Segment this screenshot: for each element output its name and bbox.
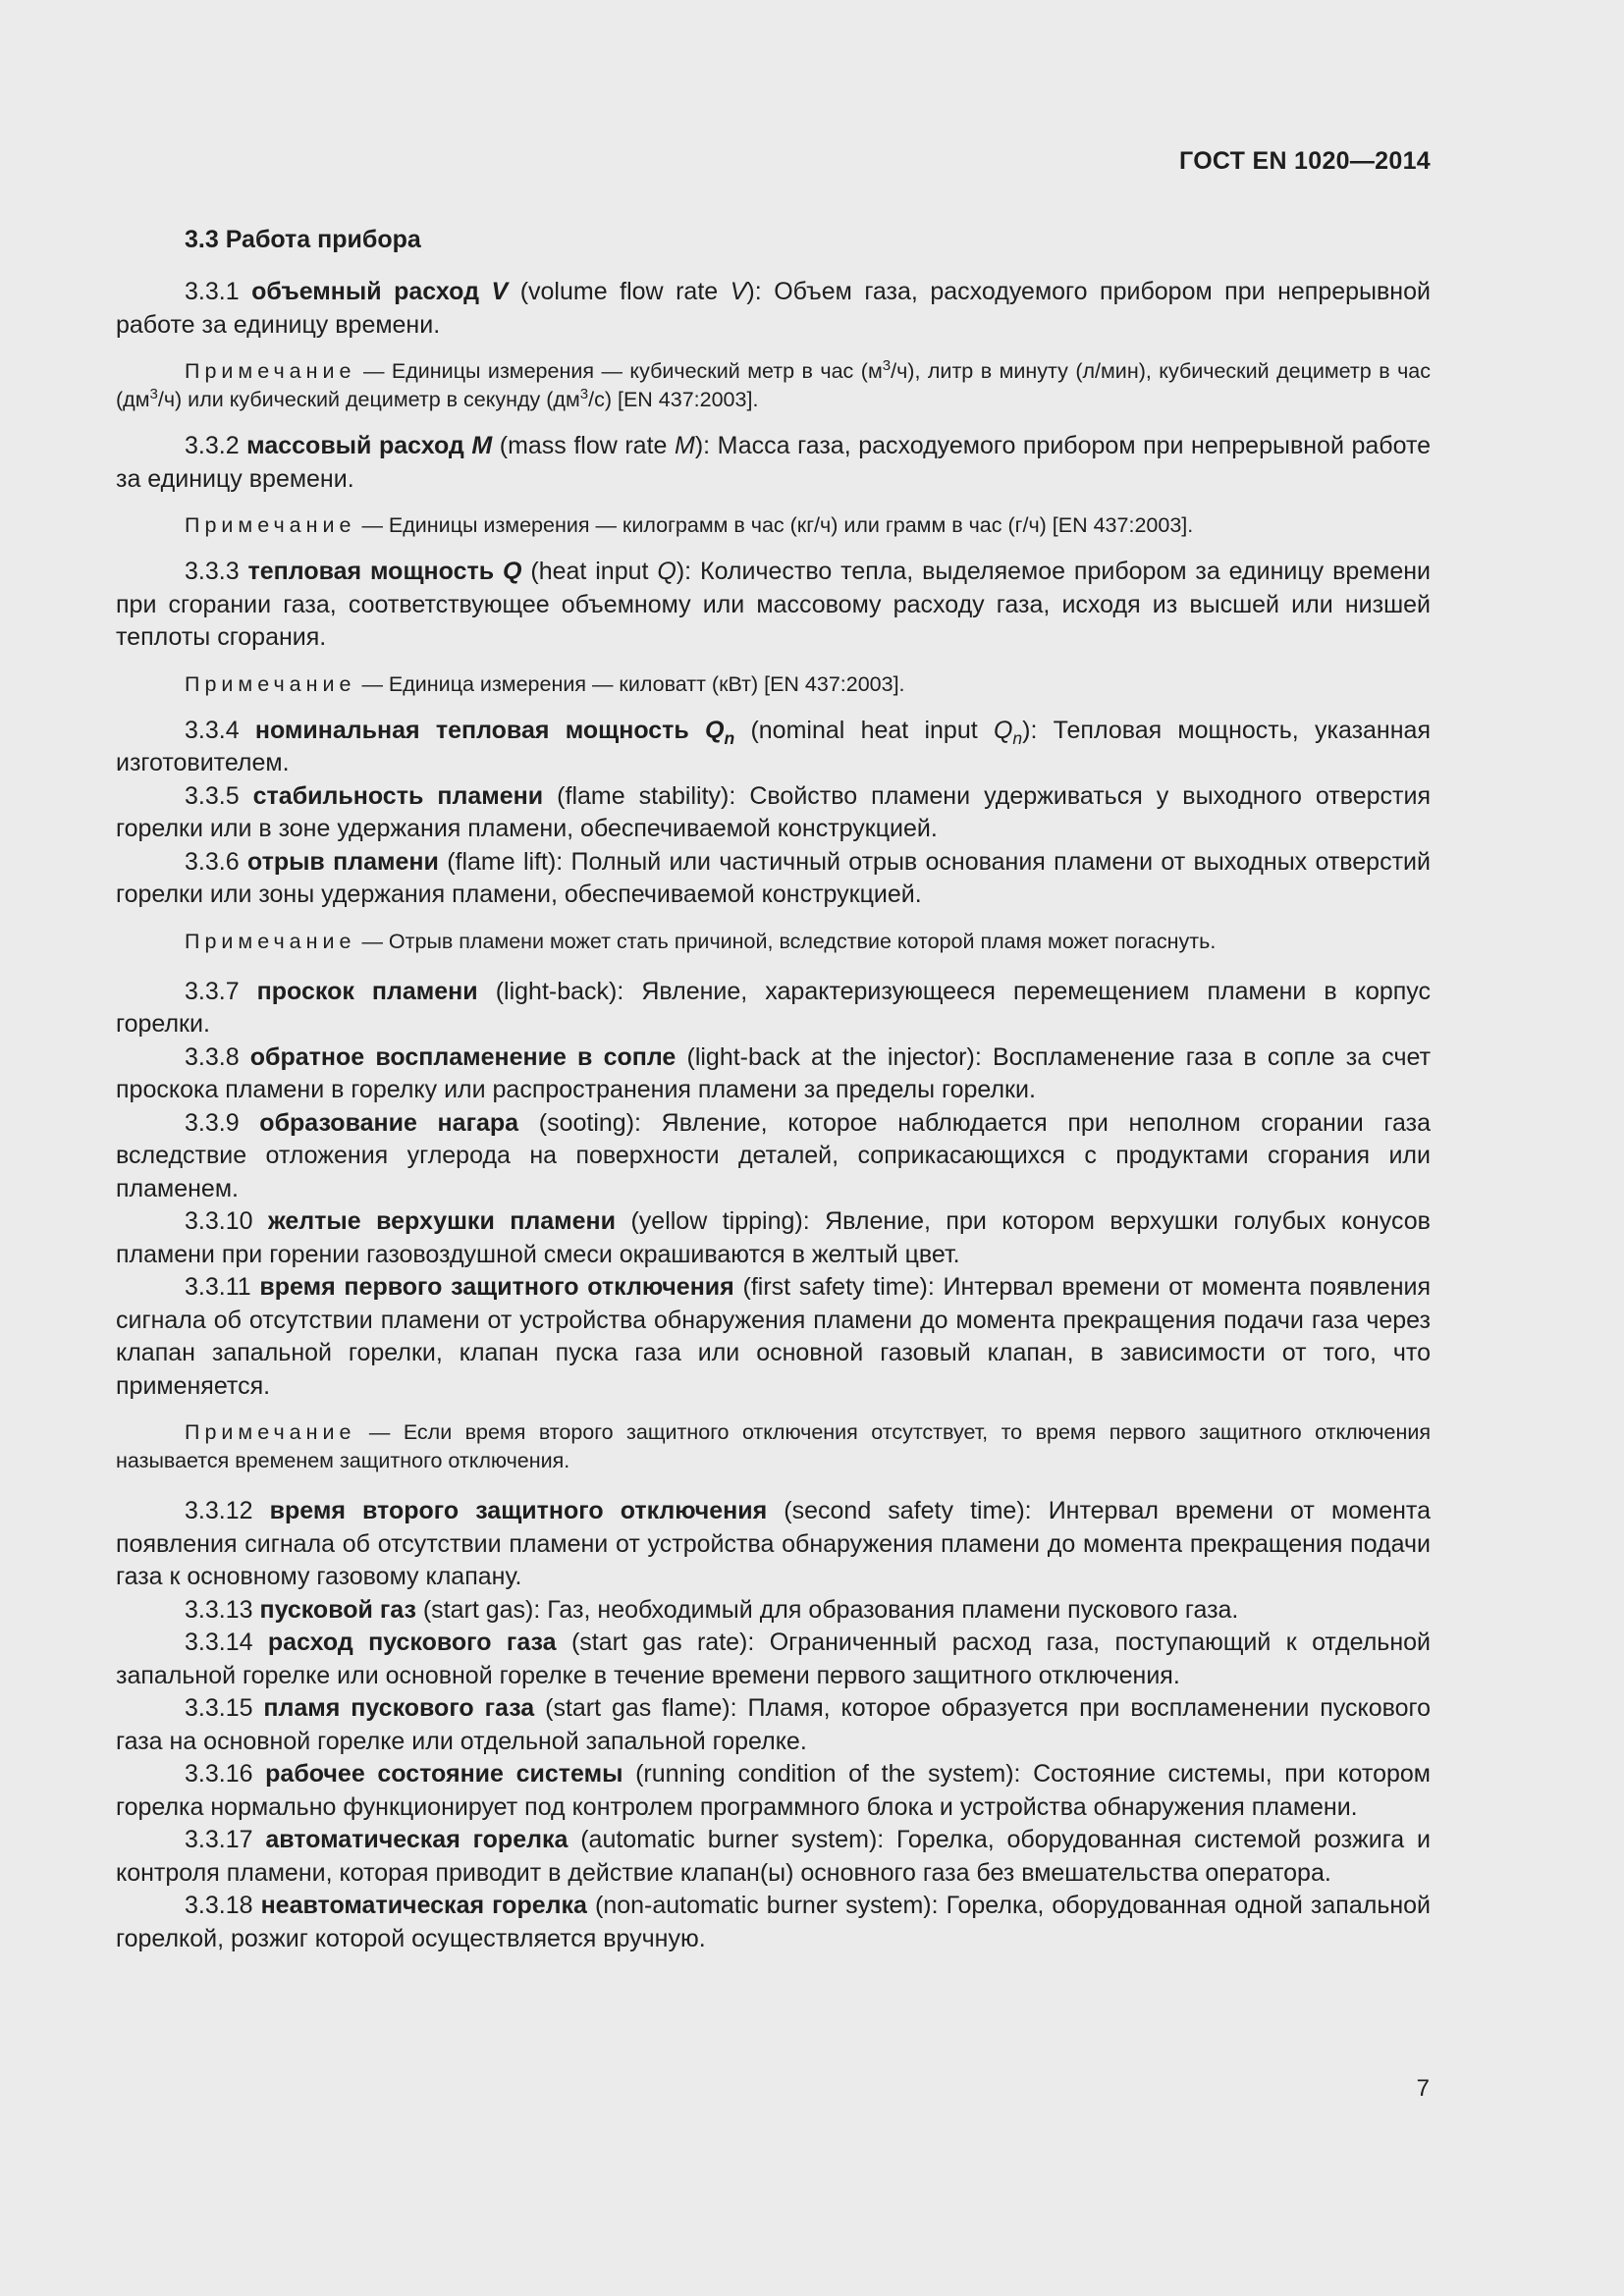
term-definition: Горелка, оборудованная одной запальной горелкой, розжиг которой осуществляется вручную.	[116, 1892, 1432, 1952]
term-definition: Явление, при котором верхушки голубых конусов пламени при горении газовоздушной смеси окрашиваются в желтый цвет.	[116, 1207, 1431, 1268]
note-text: — Единицы измерения — килограмм в час (кг/ч) или грамм в час (г/ч) [EN 437:2003].	[361, 513, 1194, 537]
term-english-symbol: Q	[993, 716, 1013, 744]
term-english-symbol: M	[675, 432, 695, 459]
term-number: 3.3.4	[185, 716, 240, 744]
document-code: ГОСТ EN 1020—2014	[1179, 147, 1431, 175]
note-volume-units	[116, 357, 1431, 414]
term-number: 3.3.3	[185, 558, 240, 585]
superscript: 3	[579, 385, 589, 402]
term-name: желтые верхушки пламени	[267, 1207, 617, 1235]
note-text: — Если время второго защитного отключения отсутствует, то время первого защитного отключения называется временем защитного отключения.	[116, 1420, 1431, 1472]
term-english-close: ):	[676, 558, 692, 585]
term-english: (yellow tipping):	[630, 1207, 810, 1235]
term-name: номинальная тепловая мощность	[254, 716, 689, 744]
term-number: 3.3.5	[185, 781, 240, 810]
term-name: проскок пламени	[256, 977, 478, 1005]
term-english: (automatic burner system):	[580, 1826, 885, 1853]
term-3-3-6	[116, 846, 1431, 912]
term-3-3-13	[116, 1594, 1431, 1628]
term-name: неавтоматическая горелка	[260, 1892, 587, 1919]
term-definition: Полный или частичный отрыв основания пламени от выходных отверстий горелки или зоны удержания пламени, обеспечиваемой конструкцией.	[116, 847, 1431, 908]
term-english: (flame stability):	[557, 781, 736, 810]
term-number: 3.3.10	[185, 1207, 253, 1235]
superscript: 3	[149, 385, 158, 402]
term-definition: Интервал времени от момента появления сигнала об отсутствии пламени от устройства обнаружения пламени до момента прекращения подачи газа через клапан запальной горелки, клапан пуска газа или основной газовый клапан, в зависимости от того, что применяется.	[116, 1273, 1432, 1400]
term-symbol: Q	[705, 716, 725, 744]
term-definition: Свойство пламени удерживаться у выходного отверстия горелки или в зоне удержания пламени, обеспечиваемой конструкцией.	[116, 781, 1431, 842]
term-english: (non-automatic burner system):	[595, 1892, 939, 1919]
term-3-3-2	[116, 430, 1431, 496]
term-english: (start gas rate):	[570, 1629, 755, 1656]
term-name: расход пускового газа	[267, 1629, 557, 1656]
term-name: пусковой газ	[259, 1595, 416, 1624]
term-english-close: ):	[746, 278, 762, 305]
term-english: (flame lift):	[447, 847, 564, 876]
term-3-3-18	[116, 1890, 1431, 1955]
term-number: 3.3.6	[185, 847, 240, 876]
term-english: (start gas):	[422, 1595, 541, 1624]
page-number: 7	[1416, 2075, 1430, 2102]
term-number: 3.3.12	[185, 1497, 253, 1524]
term-3-3-8	[116, 1041, 1431, 1107]
term-name: объемный расход	[251, 278, 479, 305]
term-name: образование нагара	[259, 1108, 519, 1137]
superscript: 3	[882, 356, 892, 374]
note-text: — Единицы измерения — кубический метр в час (м	[362, 359, 883, 383]
term-3-3-14	[116, 1627, 1431, 1692]
term-number: 3.3.9	[185, 1108, 240, 1137]
term-definition: Состояние системы, при котором горелка нормально функционирует под контролем программного блока и устройства обнаружения пламени.	[116, 1760, 1431, 1821]
term-english: (light-back at the injector):	[686, 1042, 982, 1071]
note-safety-time	[116, 1418, 1431, 1475]
term-name: время второго защитного отключения	[269, 1497, 768, 1524]
note-text: — Единица измерения — киловатт (кВт) [EN 437:2003].	[361, 671, 905, 696]
term-3-3-12	[116, 1495, 1431, 1594]
note-text: — Отрыв пламени может стать причиной, вследствие которой пламя может погаснуть.	[361, 929, 1217, 953]
term-number: 3.3.11	[185, 1273, 251, 1301]
term-number: 3.3.14	[185, 1629, 253, 1656]
term-name: отрыв пламени	[246, 847, 439, 876]
term-name: тепловая мощность	[247, 558, 495, 585]
note-label: Примечание	[185, 513, 356, 537]
term-english-subscript: n	[1012, 727, 1023, 748]
term-name: автоматическая горелка	[265, 1826, 568, 1853]
term-english-close: ):	[1022, 716, 1038, 744]
term-3-3-9	[116, 1107, 1431, 1206]
term-number: 3.3.18	[185, 1892, 253, 1919]
term-number: 3.3.7	[185, 977, 240, 1005]
term-definition: Явление, характеризующееся перемещением пламени в корпус горелки.	[116, 977, 1432, 1038]
page-content	[116, 226, 1431, 1955]
term-definition: Газ, необходимый для образования пламени пускового газа.	[547, 1595, 1239, 1624]
term-name: стабильность пламени	[252, 781, 544, 810]
term-definition: Интервал времени от момента появления сигнала об отсутствии пламени от устройства обнаружения пламени до момента прекращения подачи газа к основному газовому клапану.	[116, 1497, 1432, 1590]
term-symbol: M	[471, 432, 493, 459]
note-flame-lift	[116, 928, 1431, 956]
term-symbol: Q	[503, 558, 522, 585]
term-symbol: V	[491, 278, 509, 305]
note-text: /с) [EN 437:2003].	[588, 388, 759, 411]
term-number: 3.3.2	[185, 432, 240, 459]
term-english-symbol: Q	[657, 558, 677, 585]
note-label: Примечание	[185, 671, 356, 696]
term-definition: Масса газа, расходуемого прибором при непрерывной работе за единицу времени.	[116, 432, 1432, 493]
term-3-3-16	[116, 1758, 1431, 1824]
note-label: Примечание	[185, 1420, 356, 1444]
term-definition: Объем газа, расходуемого прибором при непрерывной работе за единицу времени.	[116, 278, 1431, 339]
term-name: обратное воспламенение в сопле	[249, 1042, 677, 1071]
term-name: рабочее состояние системы	[265, 1760, 623, 1788]
note-text: /ч) или кубический дециметр в секунду (дм	[157, 388, 580, 411]
term-english: (first safety time):	[742, 1273, 935, 1301]
note-label: Примечание	[185, 359, 356, 383]
term-number: 3.3.15	[185, 1694, 253, 1722]
term-english: (second safety time):	[784, 1497, 1032, 1524]
term-3-3-7	[116, 976, 1431, 1041]
note-power-units	[116, 670, 1431, 699]
term-name: массовый расход	[246, 432, 464, 459]
term-number: 3.3.1	[185, 278, 240, 305]
term-english-open: (volume flow rate	[519, 278, 731, 305]
term-english-open: (mass flow rate	[499, 432, 675, 459]
term-definition: Ограниченный расход газа, поступающий к отдельной запальной горелке или основной горелке в течение времени первого защитного отключения.	[116, 1629, 1431, 1689]
term-number: 3.3.13	[185, 1595, 253, 1624]
term-english: (running condition of the system):	[635, 1760, 1021, 1788]
term-3-3-10	[116, 1205, 1431, 1271]
term-english: (sooting):	[538, 1108, 641, 1137]
term-name: время первого защитного отключения	[259, 1273, 734, 1301]
term-english-open: (nominal heat input	[750, 716, 994, 744]
note-mass-units	[116, 511, 1431, 540]
term-english-symbol: V	[730, 278, 747, 305]
term-english-open: (heat input	[530, 558, 658, 585]
term-3-3-1	[116, 276, 1431, 342]
term-definition: Воспламенение газа в сопле за счет проскока пламени в горелку или распространения пламени за пределы горелки.	[116, 1042, 1432, 1103]
note-text: /ч), литр в минуту (л/мин), кубический дециметр в час (дм	[116, 359, 1432, 411]
term-definition: Явление, которое наблюдается при неполном сгорании газа вследствие отложения углерода на поверхности деталей, соприкасающихся с продуктами сгорания или пламенем.	[116, 1108, 1431, 1202]
term-number: 3.3.16	[185, 1760, 253, 1788]
term-3-3-3	[116, 556, 1431, 655]
term-definition: Тепловая мощность, указанная изготовителем.	[116, 716, 1431, 776]
term-3-3-15	[116, 1692, 1431, 1758]
term-number: 3.3.8	[185, 1042, 240, 1071]
term-name: пламя пускового газа	[263, 1694, 535, 1722]
term-english-close: ):	[694, 432, 711, 459]
term-3-3-11	[116, 1271, 1431, 1403]
term-definition: Горелка, оборудованная системой розжига и контроля пламени, которая приводит в действие клапан(ы) основного газа без вмешательства оператора.	[116, 1826, 1431, 1887]
term-symbol-subscript: n	[724, 727, 735, 748]
term-3-3-17	[116, 1824, 1431, 1890]
term-definition: Количество тепла, выделяемое прибором за единицу времени при сгорании газа, соответствующее объемному или массовому расходу газа, исходя из высшей или низшей теплоты сгорания.	[116, 558, 1432, 651]
term-number: 3.3.17	[185, 1826, 253, 1853]
term-3-3-4	[116, 715, 1431, 780]
term-english: (light-back):	[495, 977, 624, 1005]
term-3-3-5	[116, 780, 1431, 846]
note-label: Примечание	[185, 929, 356, 953]
term-definition: Пламя, которое образуется при воспламенении пускового газа на основной горелке или отдельной запальной горелке.	[116, 1694, 1432, 1755]
term-english: (start gas flame):	[545, 1694, 737, 1722]
section-title: 3.3 Работа прибора	[185, 226, 421, 253]
